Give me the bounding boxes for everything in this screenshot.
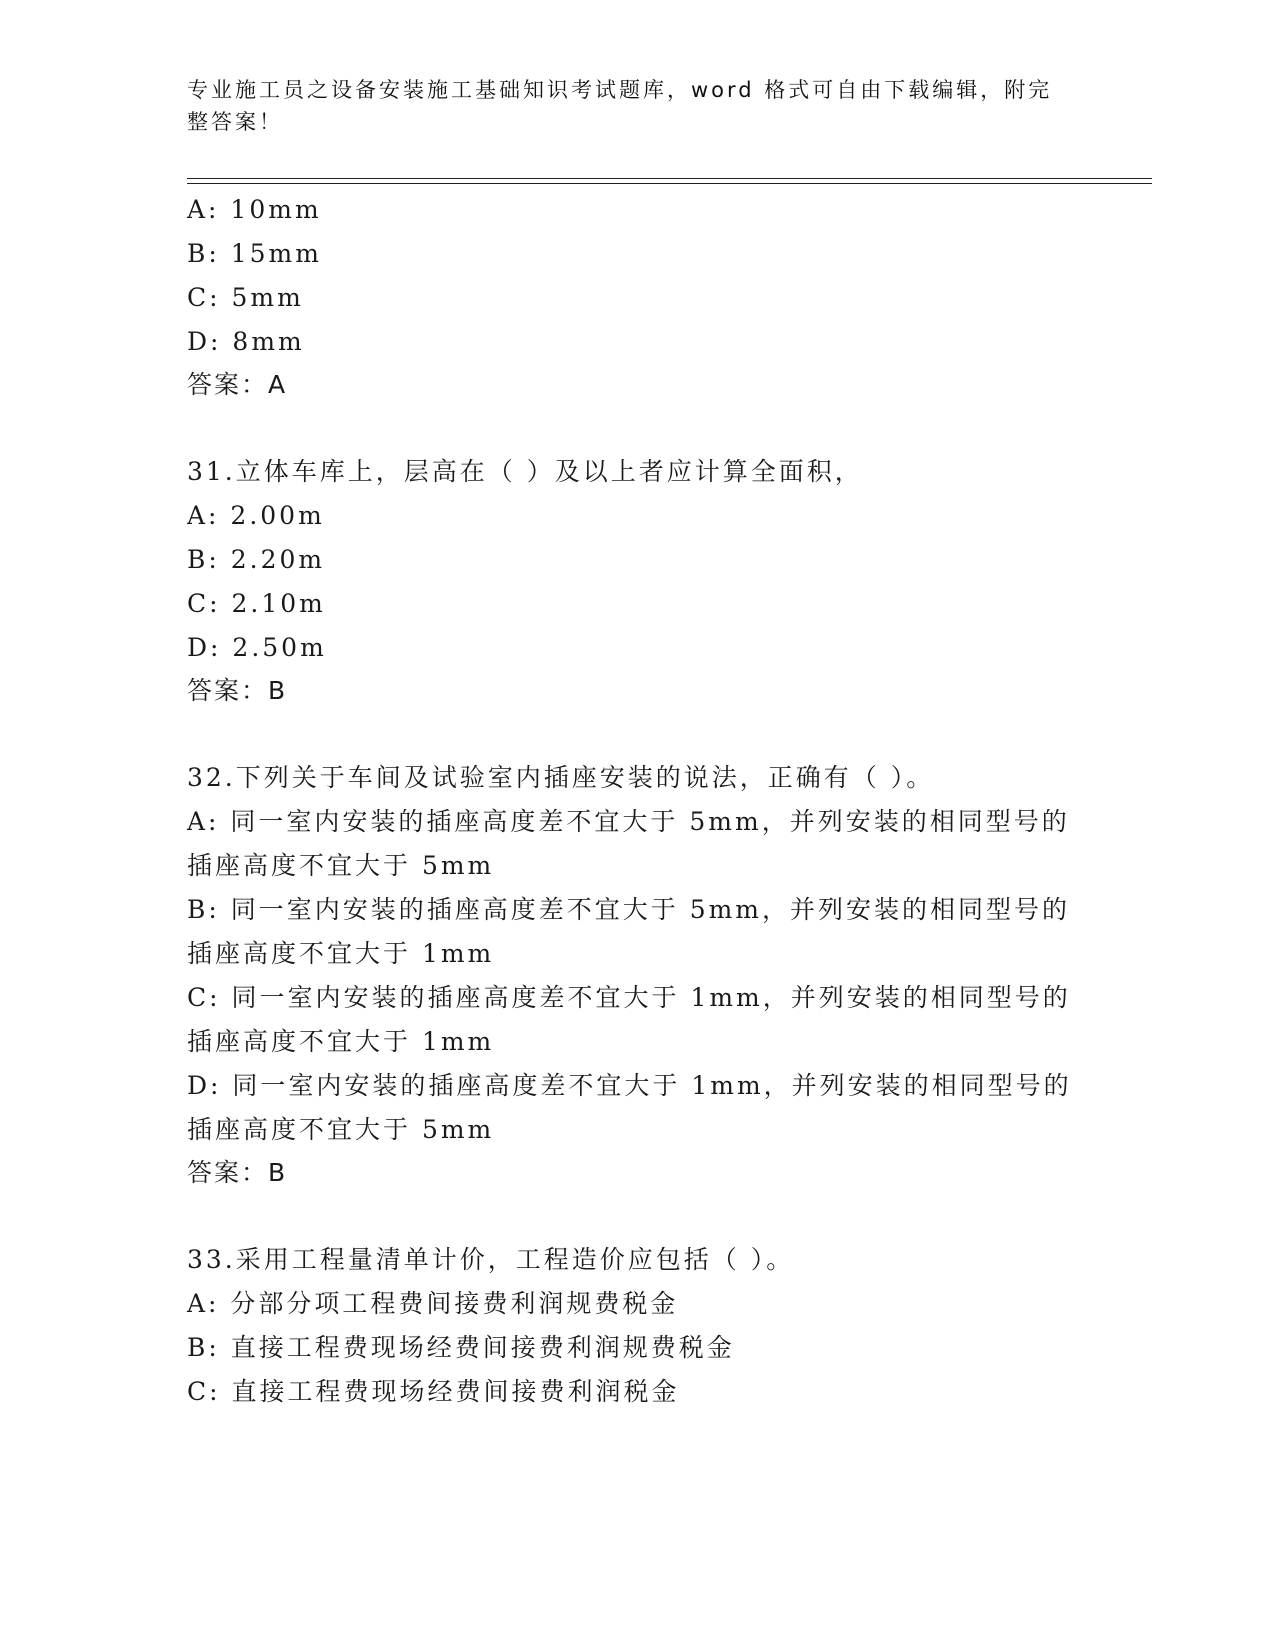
answer-line: 答案：A: [187, 370, 288, 399]
option-b: B: 同一室内安装的插座高度差不宜大于 5mm，并列安装的相同型号的: [187, 895, 1071, 924]
option-a: A: 同一室内安装的插座高度差不宜大于 5mm，并列安装的相同型号的: [187, 807, 1070, 836]
header-rule-bottom: [187, 183, 1152, 184]
answer-line: 答案：B: [187, 1158, 288, 1187]
option-c: C: 同一室内安装的插座高度差不宜大于 1mm，并列安装的相同型号的: [187, 983, 1071, 1012]
answer-line: 答案：B: [187, 676, 288, 705]
option-b: B: 2.20m: [187, 545, 326, 574]
option-d: D: 2.50m: [187, 633, 327, 662]
option-d: D: 8mm: [187, 327, 305, 356]
option-c-continued: 插座高度不宜大于 1mm: [187, 1027, 495, 1056]
option-d: D: 同一室内安装的插座高度差不宜大于 1mm，并列安装的相同型号的: [187, 1071, 1072, 1100]
question-32: 32.下列关于车间及试验室内插座安装的说法，正确有（ ）。: [187, 763, 935, 792]
header-rule-top: [187, 178, 1152, 179]
option-b: B: 直接工程费现场经费间接费利润规费税金: [187, 1333, 735, 1362]
question-31: 31.立体车库上，层高在（ ）及以上者应计算全面积，: [187, 457, 863, 486]
option-c: C: 5mm: [187, 283, 304, 312]
option-a: A: 10mm: [187, 195, 322, 224]
option-c: C: 直接工程费现场经费间接费利润税金: [187, 1377, 680, 1406]
document-header: 专业施工员之设备安装施工基础知识考试题库，word 格式可自由下载编辑，附完整答案！: [187, 78, 1053, 134]
question-33: 33.采用工程量清单计价，工程造价应包括（ ）。: [187, 1245, 795, 1274]
option-d-continued: 插座高度不宜大于 5mm: [187, 1115, 495, 1144]
option-b-continued: 插座高度不宜大于 1mm: [187, 939, 495, 968]
option-a: A: 分部分项工程费间接费利润规费税金: [187, 1289, 679, 1318]
option-a-continued: 插座高度不宜大于 5mm: [187, 851, 495, 880]
option-c: C: 2.10m: [187, 589, 326, 618]
option-b: B: 15mm: [187, 239, 322, 268]
option-a: A: 2.00m: [187, 501, 325, 530]
